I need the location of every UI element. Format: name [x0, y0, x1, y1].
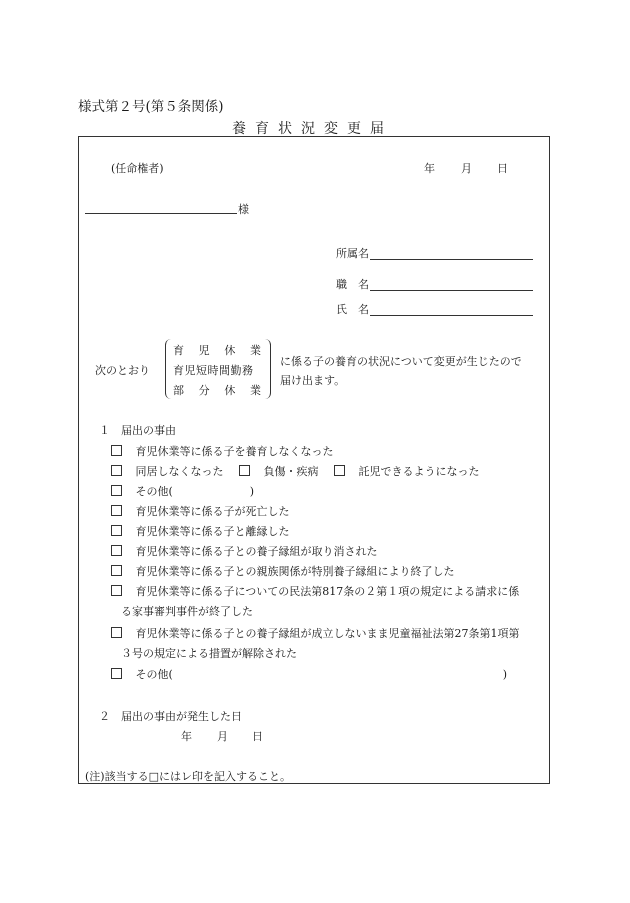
- option-partial-leave: 部 分 休 業: [173, 384, 261, 397]
- position-line[interactable]: [370, 290, 533, 291]
- reason-label-continued: る家事審判事件が終了した: [121, 605, 253, 618]
- addressee-line[interactable]: [85, 213, 237, 214]
- checkbox[interactable]: [111, 545, 122, 556]
- reason-label: 同居しなくなった: [135, 465, 224, 478]
- reason-label: その他( ): [135, 668, 508, 681]
- checkbox[interactable]: [111, 627, 122, 638]
- statement-text-2: 届け出ます。: [280, 374, 346, 387]
- option-childcare-leave: 育 児 休 業: [173, 344, 261, 357]
- reason-row: [111, 625, 520, 641]
- reason-label: 育児休業等に係る子と離縁した: [135, 525, 290, 538]
- statement-lead: 次のとおり: [95, 364, 150, 377]
- name-line[interactable]: [370, 315, 533, 316]
- reason-label: 負傷・疾病: [263, 465, 319, 478]
- statement-text-1: に係る子の養育の状況について変更が生じたので: [280, 355, 522, 368]
- reason-row: [111, 463, 480, 479]
- checkbox[interactable]: [111, 525, 122, 536]
- reason-label: 育児休業等に係る子が死亡した: [135, 505, 290, 518]
- reason-row: [111, 563, 455, 579]
- checkbox[interactable]: [111, 565, 122, 576]
- addressee-suffix: 様: [238, 203, 249, 216]
- form-box: [78, 136, 550, 784]
- appointer-label: (任命権者): [111, 162, 164, 175]
- checkbox[interactable]: [111, 668, 122, 679]
- date-month: 月: [461, 162, 472, 175]
- affiliation-label: 所属名: [336, 247, 369, 260]
- reason-label: その他( ): [135, 485, 255, 498]
- reason-row: [111, 543, 378, 559]
- occurrence-day: 日: [252, 730, 263, 743]
- reason-label: 育児休業等に係る子についての民法第817条の２第１項の規定による請求に係: [135, 585, 520, 598]
- reason-row: [111, 666, 507, 682]
- section1-heading: １ 届出の事由: [99, 424, 176, 437]
- affiliation-line[interactable]: [370, 259, 533, 260]
- reason-label: 託児できるようになった: [358, 465, 480, 478]
- reason-label: 育児休業等に係る子との養子縁組が取り消された: [135, 545, 378, 558]
- date-day: 日: [497, 162, 508, 175]
- checkbox[interactable]: [111, 465, 122, 476]
- date-year: 年: [424, 162, 435, 175]
- checkbox[interactable]: [111, 505, 122, 516]
- reason-label-continued: ３号の規定による措置が解除された: [121, 647, 297, 660]
- reason-label: 育児休業等に係る子を養育しなくなった: [135, 445, 334, 458]
- form-title: 養育状況変更届: [232, 121, 393, 137]
- form-number: 様式第２号(第５条関係): [78, 99, 224, 115]
- checkbox[interactable]: [111, 445, 122, 456]
- footnote: (注)該当する□にはレ印を記入すること。: [85, 770, 291, 783]
- checkbox[interactable]: [111, 585, 122, 596]
- position-label: 職 名: [336, 278, 369, 291]
- checkbox[interactable]: [334, 465, 345, 476]
- reason-row: [111, 583, 519, 599]
- reason-label: 育児休業等に係る子との親族関係が特別養子縁組により終了した: [135, 565, 455, 578]
- reason-row: [111, 483, 254, 499]
- occurrence-month: 月: [217, 730, 228, 743]
- name-label: 氏 名: [336, 303, 369, 316]
- option-short-hours: 育児短時間勤務: [173, 364, 254, 377]
- section2-heading: ２ 届出の事由が発生した日: [99, 710, 242, 723]
- reason-row: [111, 503, 290, 519]
- reason-row: [111, 523, 290, 539]
- occurrence-year: 年: [181, 730, 192, 743]
- checkbox[interactable]: [111, 485, 122, 496]
- reason-row: [111, 443, 334, 459]
- checkbox[interactable]: [239, 465, 250, 476]
- reason-label: 育児休業等に係る子との養子縁組が成立しないまま児童福祉法第27条第1項第: [135, 627, 520, 640]
